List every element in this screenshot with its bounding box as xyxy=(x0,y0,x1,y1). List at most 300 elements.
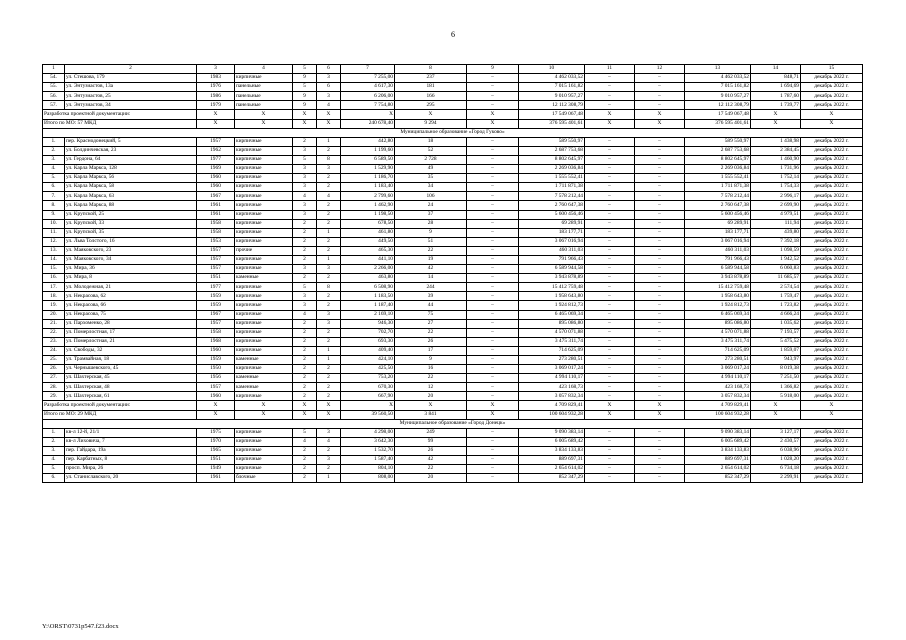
table-row xyxy=(43,237,863,246)
table-cell: 2 xyxy=(293,346,317,355)
table-cell: ул. Шахтерская, 48 xyxy=(65,383,197,392)
table-cell: ул. Крупской, 25 xyxy=(65,210,197,219)
table-cell: 2 xyxy=(293,328,317,337)
table-cell: 460 311,03 xyxy=(685,246,751,255)
table-cell: пер. Гайдара, 19а xyxy=(65,446,197,455)
summary-cell: X xyxy=(293,119,317,128)
table-cell: 3 xyxy=(317,265,341,274)
table-cell: 1 xyxy=(317,228,341,237)
table-cell: 2 xyxy=(293,456,317,465)
table-cell: ул. Некрасова, 62 xyxy=(65,292,197,301)
table-cell: 22 xyxy=(395,328,467,337)
table-cell: 1 942,52 xyxy=(751,255,801,264)
table-cell: 889 697,31 xyxy=(519,456,585,465)
column-number: 4 xyxy=(235,65,293,74)
table-cell: 183 177,71 xyxy=(685,228,751,237)
table-cell: 2 xyxy=(317,146,341,155)
table-cell: 2 xyxy=(317,465,341,474)
table-cell: декабрь 2022 г. xyxy=(801,356,863,365)
table-cell: 3 xyxy=(293,301,317,310)
table-cell: 1975 xyxy=(197,428,235,437)
table-cell: 16 xyxy=(395,365,467,374)
table-cell: 2 xyxy=(317,201,341,210)
table-cell: – xyxy=(635,456,685,465)
table-row xyxy=(43,337,863,346)
table-cell: 1 035,62 xyxy=(751,319,801,328)
table-cell: 24 xyxy=(395,201,467,210)
summary-cell: X xyxy=(585,119,635,128)
table-cell: – xyxy=(585,137,635,146)
summary-cell: X xyxy=(341,110,395,119)
table-cell: 2 760 647,38 xyxy=(685,201,751,210)
summary-cell: X xyxy=(751,401,801,410)
table-cell: 2 760 647,38 xyxy=(519,201,585,210)
summary-label: Разработка проектной документации: xyxy=(43,401,197,410)
table-cell: – xyxy=(585,183,635,192)
table-cell: кирпичные xyxy=(235,328,293,337)
table-cell: каменные xyxy=(235,274,293,283)
summary-cell: X xyxy=(235,410,293,419)
table-cell: 8 019,38 xyxy=(751,365,801,374)
summary-row xyxy=(43,110,863,119)
table-cell: 6. xyxy=(43,183,65,192)
table-cell: 9 xyxy=(293,101,317,110)
table-cell: 1 752,14 xyxy=(751,174,801,183)
table-cell: 2 xyxy=(293,219,317,228)
table-cell: 1958 xyxy=(197,228,235,237)
table-cell: – xyxy=(467,310,519,319)
table-row xyxy=(43,310,863,319)
table-cell: 7 754,80 xyxy=(341,101,395,110)
table-cell: – xyxy=(635,237,685,246)
table-cell: 26. xyxy=(43,365,65,374)
table-cell: 15. xyxy=(43,265,65,274)
table-cell: прочие xyxy=(235,246,293,255)
table-cell: 1 555 552,41 xyxy=(519,174,585,183)
table-cell: 12 112 308,79 xyxy=(685,101,751,110)
table-cell: 4 570 071,88 xyxy=(685,328,751,337)
table-cell: – xyxy=(585,346,635,355)
summary-row xyxy=(43,119,863,128)
table-cell: 1 754,33 xyxy=(751,183,801,192)
table-cell: ул. Карла Маркса, 88 xyxy=(65,201,197,210)
table-cell: 8 xyxy=(317,155,341,164)
table-cell: 2 xyxy=(317,392,341,401)
table-cell: 3. xyxy=(43,446,65,455)
table-cell: 852 347,29 xyxy=(519,474,585,483)
table-cell: 2 574,54 xyxy=(751,283,801,292)
table-row xyxy=(43,165,863,174)
table-cell: 848,71 xyxy=(751,74,801,83)
table-cell: – xyxy=(635,346,685,355)
table-cell: 27 xyxy=(395,319,467,328)
table-cell: 1960 xyxy=(197,183,235,192)
table-cell: пер. Карбатных, 8 xyxy=(65,456,197,465)
table-row xyxy=(43,437,863,446)
table-cell: 7. xyxy=(43,192,65,201)
summary-cell: X xyxy=(801,110,863,119)
table-cell: 12 xyxy=(395,383,467,392)
table-cell: 3 xyxy=(317,92,341,101)
table-cell: 7 255,00 xyxy=(341,74,395,83)
table-cell: 3 xyxy=(317,428,341,437)
column-number: 3 xyxy=(197,65,235,74)
table-cell: 12. xyxy=(43,237,65,246)
table-cell: 5 918,00 xyxy=(751,392,801,401)
summary-cell: X xyxy=(197,110,235,119)
table-cell: 19 xyxy=(395,255,467,264)
table-cell: 1976 xyxy=(197,83,235,92)
table-cell: кирпичные xyxy=(235,310,293,319)
table-cell: 6 206,00 xyxy=(341,92,395,101)
table-row xyxy=(43,328,863,337)
table-cell: 460 311,03 xyxy=(519,246,585,255)
table-cell: декабрь 2022 г. xyxy=(801,365,863,374)
table-cell: 791 966,43 xyxy=(519,255,585,264)
table-cell: 3 xyxy=(293,292,317,301)
table-cell: кирпичные xyxy=(235,292,293,301)
table-cell: – xyxy=(635,274,685,283)
table-cell: 3 834 133,83 xyxy=(519,446,585,455)
column-number: 7 xyxy=(341,65,395,74)
table-cell: 273 280,51 xyxy=(519,356,585,365)
table-cell: ул. Некрасова, 66 xyxy=(65,301,197,310)
table-cell: – xyxy=(467,201,519,210)
table-cell: декабрь 2022 г. xyxy=(801,301,863,310)
table-cell: – xyxy=(585,301,635,310)
table-cell: 2 xyxy=(293,246,317,255)
summary-cell: X xyxy=(801,410,863,419)
table-cell: ул. Мира, 8 xyxy=(65,274,197,283)
table-cell: – xyxy=(467,219,519,228)
table-cell: 3 943 878,89 xyxy=(685,274,751,283)
table-cell: – xyxy=(635,137,685,146)
table-cell: 8 802 645,97 xyxy=(519,155,585,164)
table-cell: 5 600 456,46 xyxy=(685,210,751,219)
table-cell: – xyxy=(585,356,635,365)
table-cell: 3 xyxy=(317,319,341,328)
table-cell: 1970 xyxy=(197,437,235,446)
table-cell: 6 589 944,58 xyxy=(519,265,585,274)
table-row xyxy=(43,74,863,83)
table-cell: 7 392,18 xyxy=(751,237,801,246)
table-cell: 1 366,82 xyxy=(751,383,801,392)
summary-cell: X xyxy=(801,119,863,128)
table-cell: 2 xyxy=(293,255,317,264)
table-row xyxy=(43,174,863,183)
table-cell: 9. xyxy=(43,210,65,219)
table-cell: ул. Энтузиастов, 13а xyxy=(65,83,197,92)
table-cell: – xyxy=(585,337,635,346)
table-cell: 1957 xyxy=(197,383,235,392)
table-cell: 3 475 311,74 xyxy=(685,337,751,346)
table-cell: 1 xyxy=(317,137,341,146)
summary-cell: X xyxy=(235,401,293,410)
table-cell: 943,97 xyxy=(751,356,801,365)
table-cell: кирпичные xyxy=(235,283,293,292)
table-cell: 2 xyxy=(293,383,317,392)
column-number-row xyxy=(43,65,863,74)
table-cell: 28. xyxy=(43,383,65,392)
column-number: 8 xyxy=(395,65,467,74)
table-cell: 4 979,51 xyxy=(751,210,801,219)
table-cell: декабрь 2022 г. xyxy=(801,337,863,346)
table-cell: – xyxy=(585,83,635,92)
table-cell: декабрь 2022 г. xyxy=(801,383,863,392)
table-cell: 2 xyxy=(317,292,341,301)
table-cell: 9 xyxy=(293,92,317,101)
table-row xyxy=(43,465,863,474)
table-cell: 1958 xyxy=(197,328,235,337)
table-cell: 1960 xyxy=(197,392,235,401)
table-cell: ул. Трамвайная, 18 xyxy=(65,356,197,365)
table-cell: – xyxy=(635,165,685,174)
table-cell: – xyxy=(635,155,685,164)
table-cell: 439,80 xyxy=(751,228,801,237)
table-cell: 49 xyxy=(395,165,467,174)
table-cell: – xyxy=(585,237,635,246)
table-cell: 1 787,60 xyxy=(751,92,801,101)
table-cell: 1969 xyxy=(197,165,235,174)
column-number: 11 xyxy=(585,65,635,74)
table-cell: – xyxy=(467,346,519,355)
table-cell: – xyxy=(635,192,685,201)
table-cell: 10. xyxy=(43,219,65,228)
table-cell: 5 xyxy=(293,428,317,437)
table-cell: 3 069 017,24 xyxy=(685,365,751,374)
summary-cell: X xyxy=(317,410,341,419)
table-row xyxy=(43,319,863,328)
table-cell: 1 187,40 xyxy=(341,301,395,310)
table-cell: 2 xyxy=(293,474,317,483)
table-cell: – xyxy=(635,246,685,255)
table-cell: 589 550,97 xyxy=(685,137,751,146)
table-cell: 4 xyxy=(317,101,341,110)
table-cell: кирпичные xyxy=(235,74,293,83)
table-cell: 4 994 110,17 xyxy=(685,374,751,383)
summary-cell: 240 678,40 xyxy=(341,119,395,128)
table-cell: 3 xyxy=(293,201,317,210)
summary-cell: X xyxy=(197,119,235,128)
table-cell: – xyxy=(635,219,685,228)
summary-cell: X xyxy=(585,110,635,119)
table-cell: декабрь 2022 г. xyxy=(801,201,863,210)
summary-cell: X xyxy=(751,119,801,128)
table-cell: 1 532,70 xyxy=(341,446,395,455)
table-cell: 111,94 xyxy=(751,219,801,228)
summary-cell: X xyxy=(235,119,293,128)
table-cell: 2 xyxy=(317,183,341,192)
table-cell: 4 570 071,88 xyxy=(519,328,585,337)
table-cell: – xyxy=(585,283,635,292)
table-cell: 4 994 110,17 xyxy=(519,374,585,383)
table-cell: 11 685,57 xyxy=(751,274,801,283)
table-cell: 2 996,17 xyxy=(751,192,801,201)
table-cell: ул. Энтузиастов, 34 xyxy=(65,101,197,110)
summary-cell: X xyxy=(293,410,317,419)
table-cell: – xyxy=(467,328,519,337)
table-cell: 6 060,83 xyxy=(751,265,801,274)
table-cell: 17. xyxy=(43,283,65,292)
table-cell: 4 462 033,52 xyxy=(519,74,585,83)
table-cell: 1986 xyxy=(197,92,235,101)
table-cell: – xyxy=(585,274,635,283)
table-cell: 1962 xyxy=(197,146,235,155)
table-cell: – xyxy=(585,192,635,201)
table-cell: 44 xyxy=(395,301,467,310)
table-cell: 5 xyxy=(293,83,317,92)
table-cell: – xyxy=(467,301,519,310)
table-cell: 26 xyxy=(395,446,467,455)
table-cell: 852 347,29 xyxy=(685,474,751,483)
table-cell: 27. xyxy=(43,374,65,383)
table-cell: 2 xyxy=(293,137,317,146)
table-cell: 244 xyxy=(395,283,467,292)
table-cell: – xyxy=(585,365,635,374)
table-cell: – xyxy=(635,201,685,210)
table-cell: – xyxy=(467,456,519,465)
table-cell: 3 xyxy=(317,165,341,174)
table-cell: ул. Болдинчевская, 23 xyxy=(65,146,197,155)
table-cell: 1979 xyxy=(197,101,235,110)
table-cell: 449,50 xyxy=(341,237,395,246)
table-cell: 1 529,90 xyxy=(341,165,395,174)
summary-cell: X xyxy=(317,110,341,119)
table-cell: – xyxy=(585,292,635,301)
summary-cell: X xyxy=(585,410,635,419)
table-cell: – xyxy=(585,265,635,274)
table-cell: 2 xyxy=(317,383,341,392)
table-cell: 1959 xyxy=(197,356,235,365)
table-cell: 3 067 016,94 xyxy=(519,237,585,246)
table-cell: 1959 xyxy=(197,301,235,310)
table-cell: 9 xyxy=(293,74,317,83)
table-cell: ул. Льва Толстого, 16 xyxy=(65,237,197,246)
table-cell: 3 834 133,83 xyxy=(685,446,751,455)
table-cell: ул. Маяковского, 23 xyxy=(65,246,197,255)
table-cell: 1 462,90 xyxy=(341,201,395,210)
table-cell: – xyxy=(585,255,635,264)
table-cell: 423 168,73 xyxy=(519,383,585,392)
table-cell: – xyxy=(585,92,635,101)
table-cell: – xyxy=(585,219,635,228)
table-cell: кирпичные xyxy=(235,165,293,174)
table-cell: 2 xyxy=(293,356,317,365)
table-cell: декабрь 2022 г. xyxy=(801,374,863,383)
page-number: 6 xyxy=(451,30,455,39)
table-cell: 1957 xyxy=(197,265,235,274)
table-cell: – xyxy=(467,174,519,183)
table-cell: – xyxy=(467,292,519,301)
table-cell: кирпичные xyxy=(235,428,293,437)
table-cell: 1. xyxy=(43,137,65,146)
table-cell: 2 xyxy=(293,365,317,374)
table-cell: 22. xyxy=(43,328,65,337)
table-cell: ул. Станиславского, 20 xyxy=(65,474,197,483)
table-cell: декабрь 2022 г. xyxy=(801,174,863,183)
table-cell: 2 xyxy=(293,392,317,401)
table-cell: 99 xyxy=(395,437,467,446)
table-row xyxy=(43,146,863,155)
table-cell: 667,90 xyxy=(341,392,395,401)
table-cell: – xyxy=(585,210,635,219)
table-cell: 5. xyxy=(43,174,65,183)
table-cell: – xyxy=(635,365,685,374)
table-cell: 8 xyxy=(317,283,341,292)
table-cell: кирпичные xyxy=(235,201,293,210)
table-cell: 5 475,52 xyxy=(751,337,801,346)
table-cell: 3 xyxy=(293,165,317,174)
table-cell: 442,80 xyxy=(341,137,395,146)
table-cell: – xyxy=(467,337,519,346)
column-number: 10 xyxy=(519,65,585,74)
table-cell: кирпичные xyxy=(235,155,293,164)
table-cell: декабрь 2022 г. xyxy=(801,228,863,237)
table-cell: – xyxy=(635,292,685,301)
table-cell: 461,80 xyxy=(341,228,395,237)
table-cell: – xyxy=(585,101,635,110)
table-cell: 3 xyxy=(293,265,317,274)
table-cell: 18. xyxy=(43,292,65,301)
table-cell: декабрь 2022 г. xyxy=(801,456,863,465)
table-cell: 2 687 753,68 xyxy=(519,146,585,155)
table-cell: 8. xyxy=(43,201,65,210)
table-cell: 3. xyxy=(43,155,65,164)
table-cell: 14 xyxy=(395,274,467,283)
summary-cell: 376 595 401,61 xyxy=(519,119,585,128)
table-cell: декабрь 2022 г. xyxy=(801,92,863,101)
table-cell: 1967 xyxy=(197,192,235,201)
table-cell: 1977 xyxy=(197,283,235,292)
table-cell: 2 430,57 xyxy=(751,437,801,446)
table-cell: – xyxy=(635,301,685,310)
table-cell: – xyxy=(635,383,685,392)
table-cell: 1 xyxy=(317,356,341,365)
table-cell: 2 xyxy=(293,337,317,346)
table-cell: 2 654 614,02 xyxy=(519,465,585,474)
table-cell: 52 xyxy=(395,146,467,155)
table-row xyxy=(43,219,863,228)
table-cell: 2. xyxy=(43,437,65,446)
table-cell: 702,70 xyxy=(341,328,395,337)
table-cell: 4. xyxy=(43,456,65,465)
table-cell: декабрь 2022 г. xyxy=(801,319,863,328)
table-cell: 2 687 753,68 xyxy=(685,146,751,155)
table-cell: 1. xyxy=(43,428,65,437)
table-row xyxy=(43,92,863,101)
table-cell: декабрь 2022 г. xyxy=(801,328,863,337)
table-cell: – xyxy=(585,446,635,455)
column-number: 13 xyxy=(685,65,751,74)
table-cell: 2 299,91 xyxy=(751,474,801,483)
table-cell: 35 xyxy=(395,174,467,183)
table-cell: 26 xyxy=(395,337,467,346)
section-title: Муниципальное образование «Город Гуково» xyxy=(43,128,863,137)
table-cell: – xyxy=(635,374,685,383)
column-number: 15 xyxy=(801,65,863,74)
table-cell: 1968 xyxy=(197,337,235,346)
table-cell: 42 xyxy=(395,456,467,465)
table-row xyxy=(43,456,863,465)
table-cell: 804,10 xyxy=(341,465,395,474)
table-cell: декабрь 2022 г. xyxy=(801,265,863,274)
summary-cell: X xyxy=(585,401,635,410)
table-cell: 106 xyxy=(395,192,467,201)
table-cell: 423 168,73 xyxy=(685,383,751,392)
table-cell: – xyxy=(467,465,519,474)
table-cell: – xyxy=(467,92,519,101)
table-cell: ул. Молодежная, 21 xyxy=(65,283,197,292)
